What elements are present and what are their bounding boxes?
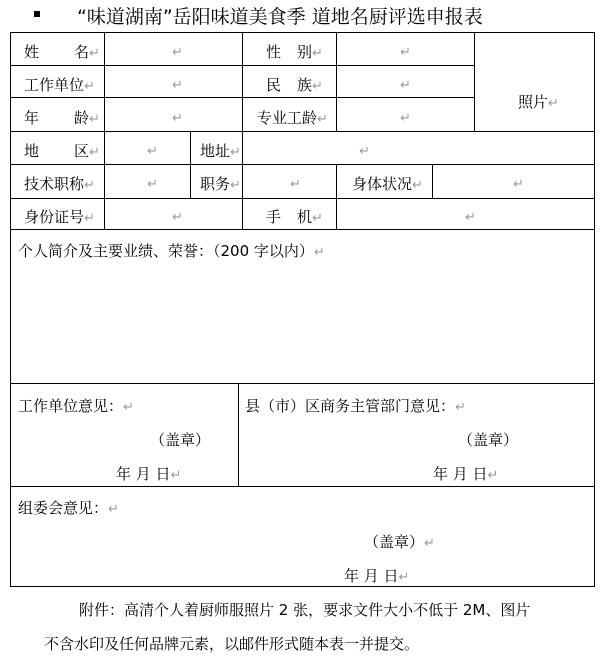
label-health: 身体状况↵ <box>352 175 423 193</box>
work-unit-date: 年 月 日↵ <box>116 465 182 483</box>
field-age[interactable]: ↵ <box>172 111 183 126</box>
label-age: 年 <box>24 109 40 127</box>
label-region: 地 <box>24 142 40 160</box>
label-gender: 性 <box>266 43 282 61</box>
label-address: 地址↵ <box>200 142 241 160</box>
form-title: “味道湖南”岳阳味道美食季 道地名厨评选申报表 <box>77 6 483 28</box>
label-phone: 手 <box>266 208 282 226</box>
label-name-2: 名↵ <box>74 43 100 61</box>
field-name[interactable]: ↵ <box>172 45 183 60</box>
label-id-number: 身份证号↵ <box>24 208 95 226</box>
field-health[interactable]: ↵ <box>513 177 524 192</box>
field-id-number[interactable]: ↵ <box>172 210 183 225</box>
field-gender[interactable]: ↵ <box>400 45 411 60</box>
field-tech-title[interactable]: ↵ <box>147 177 158 192</box>
county-date: 年 月 日↵ <box>433 465 499 483</box>
committee-seal: （盖章）↵ <box>364 533 435 551</box>
committee-date: 年 月 日↵ <box>344 567 410 585</box>
label-position: 职务↵ <box>200 175 241 193</box>
field-region[interactable]: ↵ <box>147 144 158 159</box>
label-ethnicity-2: 族↵ <box>297 76 323 94</box>
field-years-professional[interactable]: ↵ <box>400 111 411 126</box>
label-name: 姓 <box>24 43 40 61</box>
label-gender-2: 别↵ <box>297 43 323 61</box>
attachment-note-line2: 不含水印及任何品牌元素，以邮件形式随本表一并提交。 <box>44 635 420 653</box>
label-region-2: 区↵ <box>74 142 100 160</box>
label-age-2: 龄↵ <box>74 109 100 127</box>
field-address[interactable]: ↵ <box>359 144 370 159</box>
field-phone[interactable]: ↵ <box>465 210 476 225</box>
label-bio: 个人简介及主要业绩、荣誉：（200 字以内）↵ <box>18 242 325 260</box>
label-phone-2: 机↵ <box>297 208 323 226</box>
label-work-unit: 工作单位↵ <box>24 76 95 94</box>
field-work-unit[interactable]: ↵ <box>172 78 183 93</box>
label-tech-title: 技术职称↵ <box>24 175 95 193</box>
county-seal: （盖章） <box>458 431 519 449</box>
field-bio[interactable] <box>11 262 594 382</box>
label-photo: 照片↵ <box>518 93 559 111</box>
label-work-unit-opinion: 工作单位意见：↵ <box>18 397 134 415</box>
label-committee-opinion: 组委会意见：↵ <box>18 499 119 517</box>
attachment-note-line1: 附件：高清个人着厨师服照片 2 张，要求文件大小不低于 2M、图片 <box>79 601 531 619</box>
label-county-opinion: 县（市）区商务主管部门意见：↵ <box>245 397 466 415</box>
label-ethnicity: 民 <box>266 76 282 94</box>
field-position[interactable]: ↵ <box>290 177 301 192</box>
field-ethnicity[interactable]: ↵ <box>400 78 411 93</box>
work-unit-seal: （盖章） <box>150 431 211 449</box>
label-years-professional: 专业工龄↵ <box>257 109 328 127</box>
